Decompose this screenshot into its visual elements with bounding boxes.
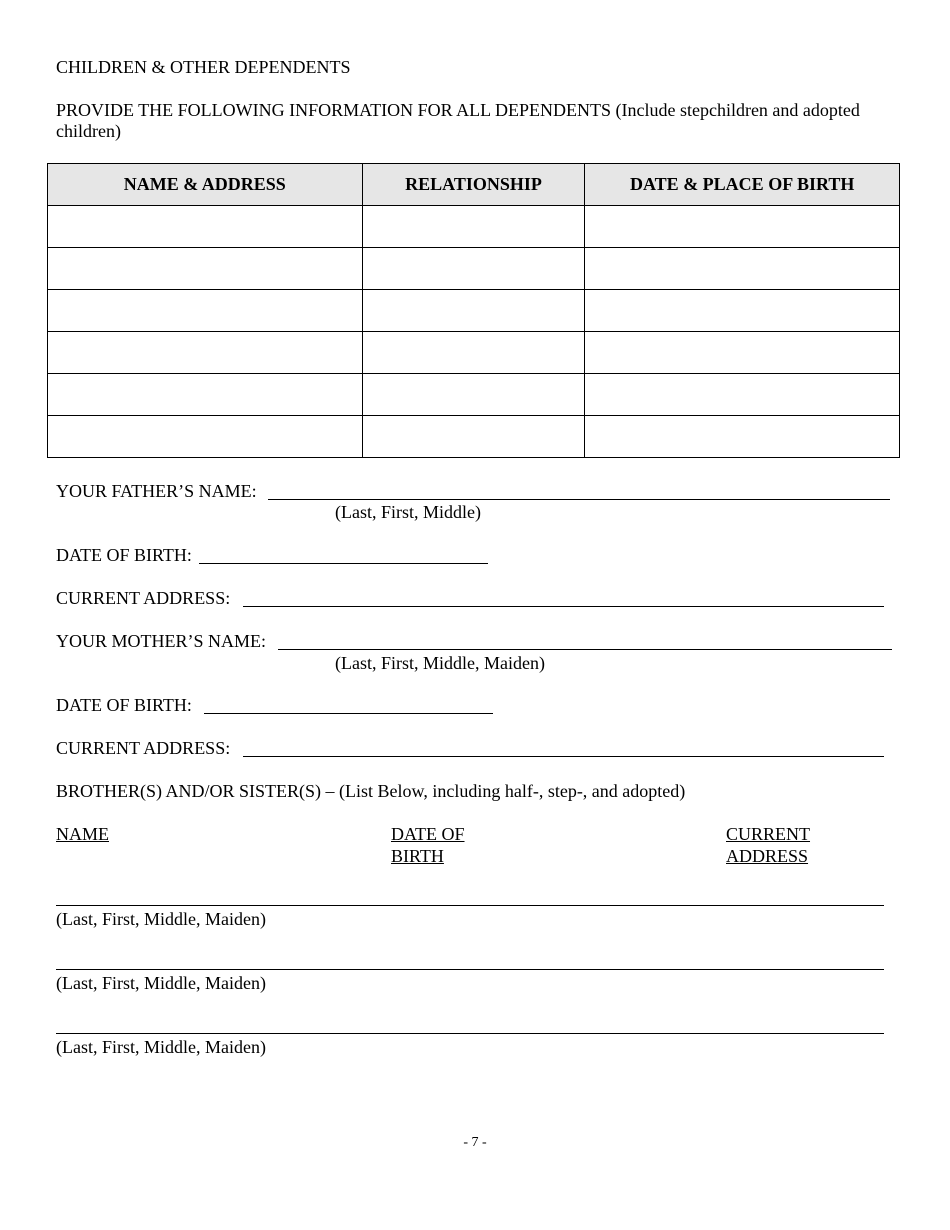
mother-dob-label: DATE OF BIRTH: xyxy=(56,695,192,715)
header-date-place-birth: DATE & PLACE OF BIRTH xyxy=(585,164,900,206)
sibling-entry-hint: (Last, First, Middle, Maiden) xyxy=(56,973,266,993)
table-header-row xyxy=(48,164,900,206)
mother-dob-field[interactable] xyxy=(204,713,493,714)
table-row xyxy=(48,248,900,290)
father-name-field[interactable] xyxy=(268,499,890,500)
table-row xyxy=(48,290,900,332)
page-number: - 7 - xyxy=(463,1135,487,1150)
cell-date-place-birth[interactable] xyxy=(585,416,900,458)
mother-name-hint: (Last, First, Middle, Maiden) xyxy=(335,653,545,673)
father-address-label: CURRENT ADDRESS: xyxy=(56,588,231,608)
father-name-label: YOUR FATHER’S NAME: xyxy=(56,481,257,501)
father-address-field[interactable] xyxy=(243,606,884,607)
cell-relationship[interactable] xyxy=(362,290,585,332)
cell-name-address[interactable] xyxy=(48,374,363,416)
table-row xyxy=(48,332,900,374)
sibling-entry-line[interactable] xyxy=(56,905,884,906)
table-row xyxy=(48,374,900,416)
cell-date-place-birth[interactable] xyxy=(585,374,900,416)
mother-name-label: YOUR MOTHER’S NAME: xyxy=(56,631,267,651)
cell-date-place-birth[interactable] xyxy=(585,290,900,332)
siblings-col-address-line1: CURRENT xyxy=(726,824,811,844)
cell-name-address[interactable] xyxy=(48,290,363,332)
cell-relationship[interactable] xyxy=(362,248,585,290)
cell-name-address[interactable] xyxy=(48,248,363,290)
father-dob-label: DATE OF BIRTH: xyxy=(56,545,192,565)
siblings-col-address-line2: ADDRESS xyxy=(726,846,809,866)
instructions-line1: PROVIDE THE FOLLOWING INFORMATION FOR ALL DEPENDENTS (Include stepchildren and adopted xyxy=(56,100,860,120)
siblings-col-dob-line1: DATE OF xyxy=(391,824,465,844)
table-row xyxy=(48,206,900,248)
section-title: CHILDREN & OTHER DEPENDENTS xyxy=(56,57,351,77)
father-dob-field[interactable] xyxy=(199,563,488,564)
siblings-col-dob-line2: BIRTH xyxy=(391,846,444,866)
sibling-entry-line[interactable] xyxy=(56,1033,884,1034)
mother-name-field[interactable] xyxy=(278,649,892,650)
cell-date-place-birth[interactable] xyxy=(585,332,900,374)
cell-name-address[interactable] xyxy=(48,332,363,374)
cell-name-address[interactable] xyxy=(48,416,363,458)
mother-address-field[interactable] xyxy=(243,756,884,757)
table-row xyxy=(48,416,900,458)
dependents-table xyxy=(47,163,900,458)
cell-name-address[interactable] xyxy=(48,206,363,248)
cell-relationship[interactable] xyxy=(362,374,585,416)
cell-relationship[interactable] xyxy=(362,416,585,458)
sibling-entry-hint: (Last, First, Middle, Maiden) xyxy=(56,1037,266,1057)
cell-relationship[interactable] xyxy=(362,206,585,248)
sibling-entry-line[interactable] xyxy=(56,969,884,970)
siblings-col-name: NAME xyxy=(56,824,109,844)
siblings-heading: BROTHER(S) AND/OR SISTER(S) – (List Below, including half-, step-, and adopted) xyxy=(56,781,686,801)
cell-relationship[interactable] xyxy=(362,332,585,374)
header-name-address: NAME & ADDRESS xyxy=(48,164,363,206)
sibling-entry-hint: (Last, First, Middle, Maiden) xyxy=(56,909,266,929)
header-relationship: RELATIONSHIP xyxy=(362,164,585,206)
father-name-hint: (Last, First, Middle) xyxy=(335,502,481,522)
mother-address-label: CURRENT ADDRESS: xyxy=(56,738,231,758)
cell-date-place-birth[interactable] xyxy=(585,248,900,290)
cell-date-place-birth[interactable] xyxy=(585,206,900,248)
instructions-line2: children) xyxy=(56,121,121,141)
